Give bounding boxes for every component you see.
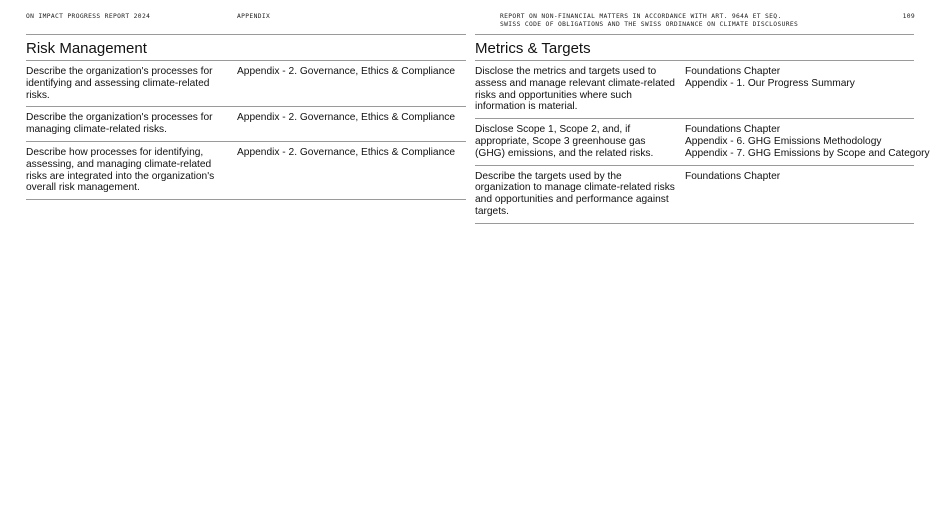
reference-link: Foundations Chapter <box>685 170 781 182</box>
requirement-description: Describe how processes for identifying, assessing, and managing climate-related risks are integrated into the organization's overall risk management. <box>26 146 215 194</box>
metrics-targets-section <box>475 34 930 224</box>
table-row <box>26 106 466 141</box>
table-row <box>26 141 466 200</box>
page-number: 109 <box>902 13 915 20</box>
reference-link: Foundations Chapter <box>685 66 781 77</box>
section-header: APPENDIX <box>237 13 271 20</box>
table-row <box>475 118 930 164</box>
requirement-reference <box>237 66 467 78</box>
risk-management-section <box>26 34 466 200</box>
table-row <box>26 60 466 106</box>
requirement-description: Disclose the metrics and targets used to assess and manage relevant climate-related risks and opportunities where such information is material. <box>475 66 675 113</box>
regulation-header-line-1: REPORT ON NON-FINANCIAL MATTERS IN ACCORDANCE WITH ART. 964A ET SEQ. <box>500 13 782 20</box>
requirement-reference <box>237 112 467 124</box>
reference-link: Appendix - 2. Governance, Ethics & Compliance <box>237 112 456 124</box>
requirement-reference <box>685 66 915 90</box>
requirement-description: Describe the organization's processes for identifying and assessing climate-related risks. <box>26 66 213 101</box>
requirement-description: Describe the targets used by the organization to manage climate-related risks and opportunities and performance against targets. <box>475 170 675 217</box>
table-row <box>475 165 914 224</box>
requirement-reference <box>685 171 915 183</box>
reference-link: Appendix - 7. GHG Emissions by Scope and Category <box>685 147 930 159</box>
risk-management-title: Risk Management <box>26 34 466 60</box>
reference-link: Appendix - 6. GHG Emissions Methodology <box>685 135 882 147</box>
requirement-reference <box>237 147 467 159</box>
requirement-reference <box>685 124 930 159</box>
requirement-description: Describe the organization's processes for managing climate-related risks. <box>26 112 213 136</box>
regulation-header-line-2: SWISS CODE OF OBLIGATIONS AND THE SWISS ORDINANCE ON CLIMATE DISCLOSURES <box>500 21 799 28</box>
reference-link: Appendix - 2. Governance, Ethics & Compliance <box>237 146 456 158</box>
report-title-header: ON IMPACT PROGRESS REPORT 2024 <box>26 13 151 20</box>
metrics-targets-table <box>475 60 930 224</box>
risk-management-table <box>26 60 466 200</box>
regulation-header <box>500 13 798 29</box>
table-row <box>475 60 914 118</box>
reference-link: Appendix - 2. Governance, Ethics & Compliance <box>237 66 456 77</box>
metrics-targets-title: Metrics & Targets <box>475 34 914 60</box>
reference-link: Foundations Chapter <box>685 124 781 136</box>
reference-link: Appendix - 1. Our Progress Summary <box>685 77 855 89</box>
requirement-description: Disclose Scope 1, Scope 2, and, if appropriate, Scope 3 greenhouse gas (GHG) emissions, and the related risks. <box>475 124 654 159</box>
